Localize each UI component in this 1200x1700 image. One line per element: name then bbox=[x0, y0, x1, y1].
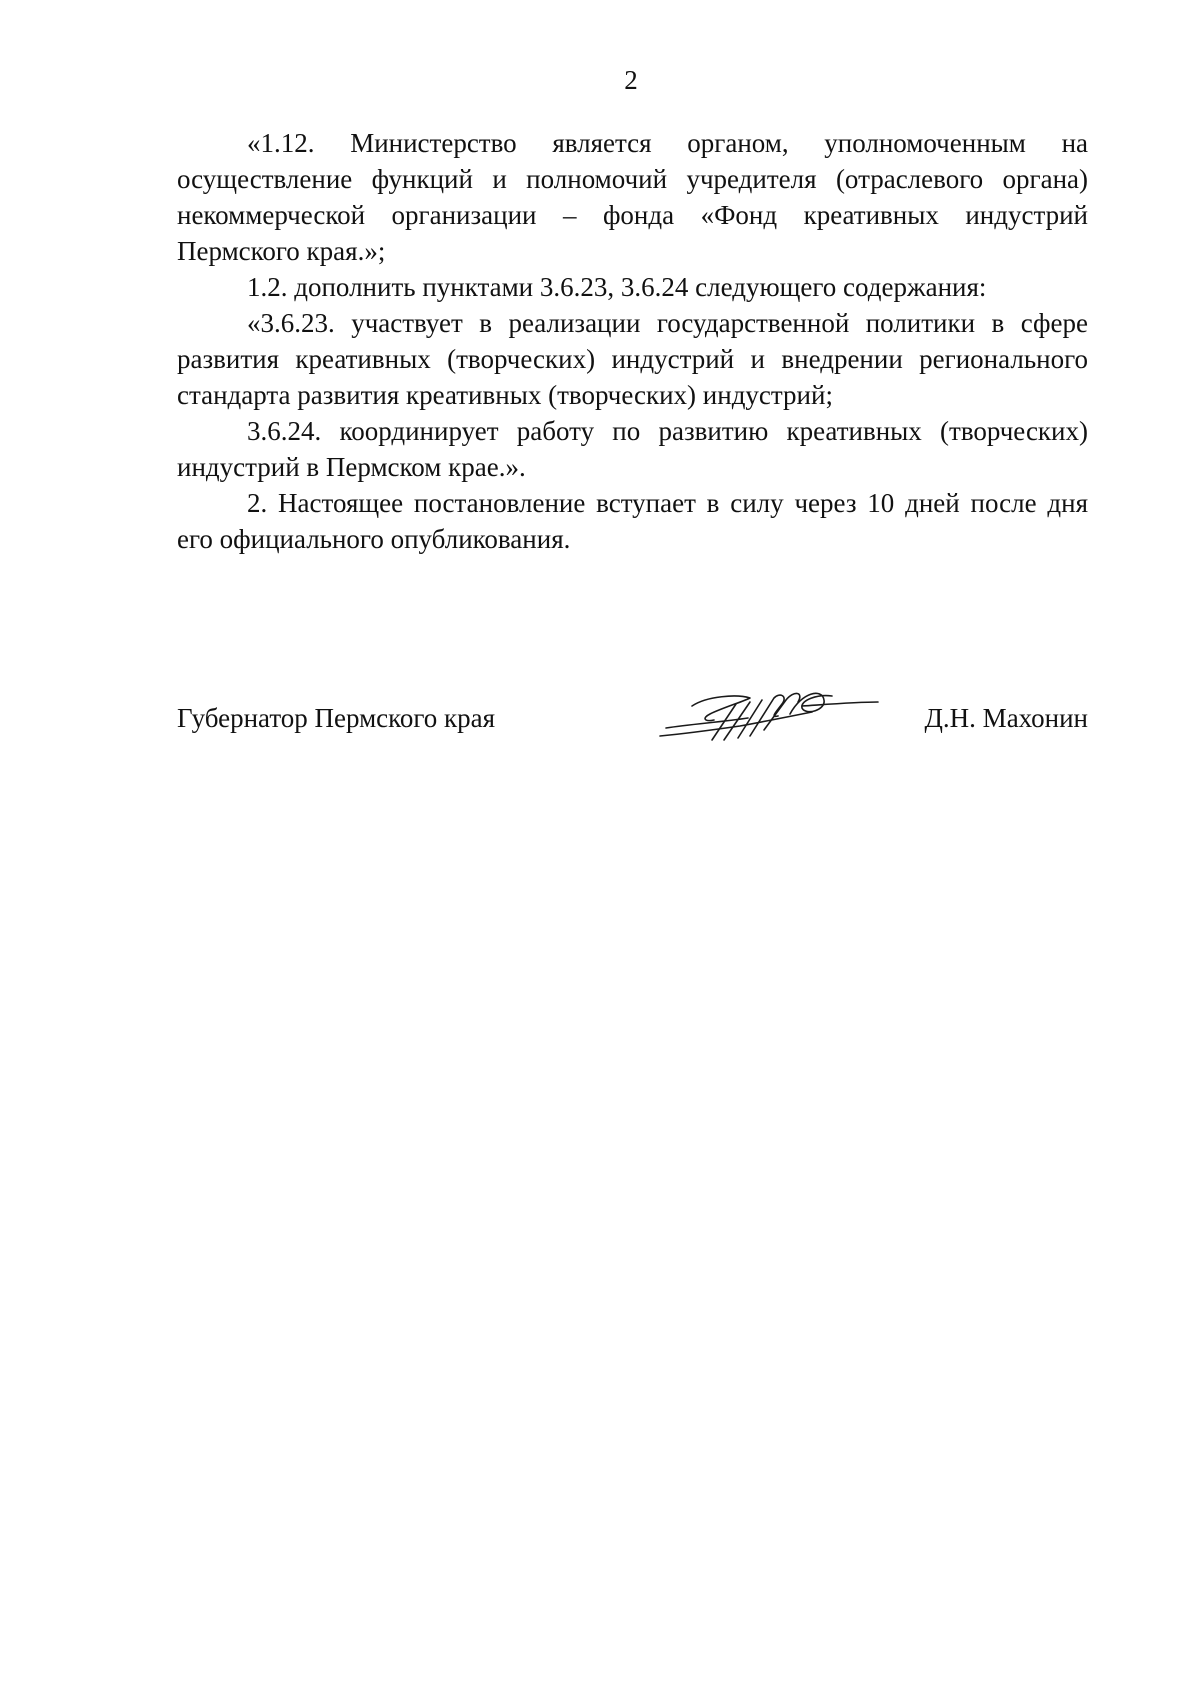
document-body bbox=[177, 125, 1088, 557]
paragraph-1-12: «1.12. Министерство является органом, уполномоченным на осуществление функций и полномочий учредителя (отраслевого органа) некоммерческой организации – фонда «Фонд креативных индустрий Пермского края.»; bbox=[177, 128, 1088, 266]
signatory-name: Д.Н. Махонин bbox=[924, 703, 1088, 733]
paragraph-3-6-23: «3.6.23. участвует в реализации государственной политики в сфере развития креативных (творческих) индустрий и внедрении регионального стандарта развития креативных (творческих) индустрий; bbox=[177, 308, 1088, 410]
page-number: 2 bbox=[624, 65, 638, 95]
paragraph-3-6-24: 3.6.24. координирует работу по развитию креативных (творческих) индустрий в Пермском крае.». bbox=[177, 416, 1088, 482]
signatory-position: Губернатор Пермского края bbox=[177, 703, 496, 733]
handwritten-signature bbox=[652, 678, 882, 748]
paragraph-1-2: 1.2. дополнить пунктами 3.6.23, 3.6.24 следующего содержания: bbox=[247, 272, 987, 302]
signature-block bbox=[177, 698, 1088, 738]
paragraph-2: 2. Настоящее постановление вступает в силу через 10 дней после дня его официального опубликования. bbox=[177, 488, 1088, 554]
